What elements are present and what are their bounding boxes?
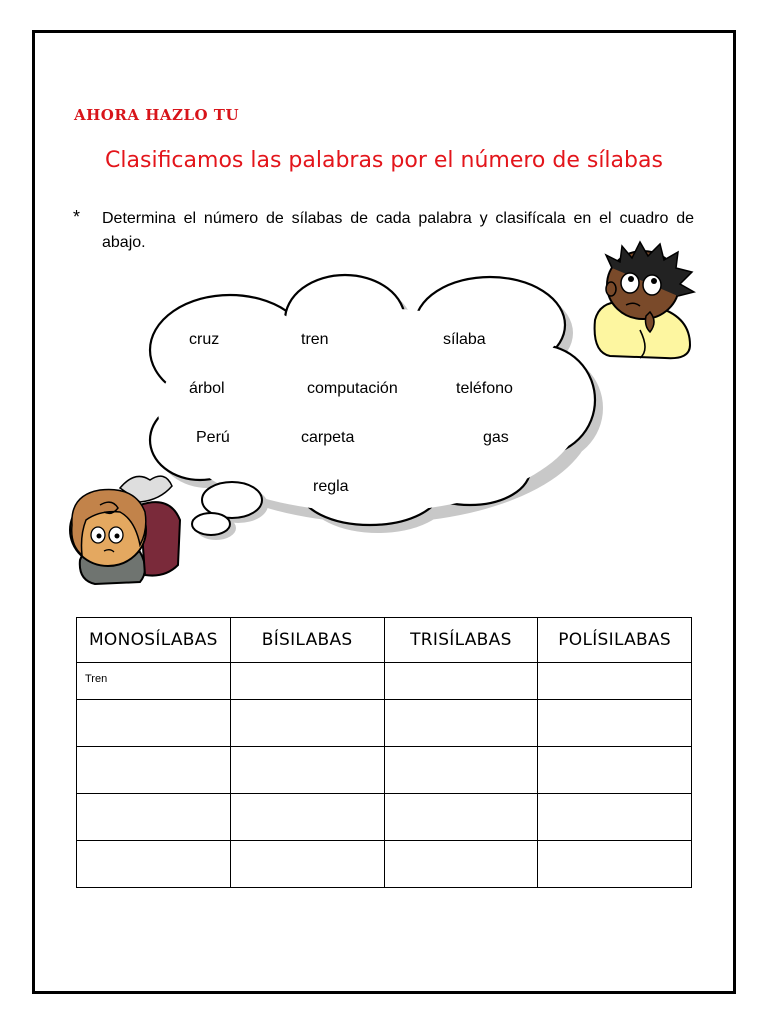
table-cell[interactable] <box>384 841 538 888</box>
cloud-word: teléfono <box>456 380 513 397</box>
cell-text <box>77 841 230 851</box>
table-row <box>77 663 692 700</box>
table-row <box>77 841 692 888</box>
cell-text <box>385 700 538 710</box>
cell-text <box>385 794 538 804</box>
table-cell[interactable] <box>538 794 692 841</box>
table-cell[interactable] <box>538 841 692 888</box>
column-header: MONOSÍLABAS <box>77 618 231 663</box>
cloud-word: tren <box>301 331 329 348</box>
cloud-word: carpeta <box>301 429 355 446</box>
cell-text <box>538 794 691 804</box>
cell-text <box>538 700 691 710</box>
cell-text <box>538 747 691 757</box>
cloud-word: gas <box>483 429 509 446</box>
cell-text <box>385 841 538 851</box>
cloud-word: sílaba <box>443 331 486 348</box>
cloud-word: Perú <box>196 429 230 446</box>
cell-text <box>231 794 384 804</box>
cell-text <box>385 747 538 757</box>
cell-text <box>231 841 384 851</box>
table-row <box>77 700 692 747</box>
column-header: POLÍSILABAS <box>538 618 692 663</box>
table-cell[interactable] <box>230 841 384 888</box>
table-cell[interactable] <box>538 747 692 794</box>
table-cell[interactable] <box>230 663 384 700</box>
cell-text <box>77 747 230 757</box>
cell-text <box>538 663 691 673</box>
table-cell[interactable] <box>77 794 231 841</box>
instruction-text: Determina el número de sílabas de cada palabra y clasifícala en el cuadro de abajo. <box>102 210 694 251</box>
thinking-girl-icon <box>70 476 180 584</box>
table-cell[interactable] <box>384 700 538 747</box>
cloud-word: árbol <box>189 380 225 397</box>
table-cell[interactable] <box>230 794 384 841</box>
thinking-boy-icon <box>595 242 694 358</box>
cell-text <box>231 700 384 710</box>
cell-text <box>77 794 230 804</box>
table-cell[interactable] <box>77 747 231 794</box>
table-cell[interactable] <box>230 747 384 794</box>
table-cell[interactable] <box>230 700 384 747</box>
cloud-word: regla <box>313 478 349 495</box>
cell-text <box>538 841 691 851</box>
thought-cloud-icon <box>150 275 603 540</box>
cloud-word: computación <box>307 380 398 397</box>
table-row <box>77 794 692 841</box>
cell-text <box>231 747 384 757</box>
section-kicker: AHORA HAZLO TU <box>74 106 240 124</box>
table-cell[interactable] <box>384 794 538 841</box>
instruction-bullet: * <box>73 207 81 227</box>
column-header: BÍSILABAS <box>230 618 384 663</box>
column-header: TRISÍLABAS <box>384 618 538 663</box>
table-cell[interactable] <box>384 663 538 700</box>
table-row <box>77 747 692 794</box>
table-cell[interactable] <box>77 700 231 747</box>
table-cell[interactable] <box>384 747 538 794</box>
cell-text <box>77 700 230 710</box>
table-cell[interactable] <box>77 663 231 700</box>
cell-text: Tren <box>85 673 108 685</box>
syllable-table <box>76 617 692 888</box>
table-cell[interactable] <box>538 700 692 747</box>
page-title: Clasificamos las palabras por el número de sílabas <box>105 148 663 173</box>
table-header-row <box>77 618 692 663</box>
cell-text <box>231 663 384 673</box>
cloud-word: cruz <box>189 331 220 348</box>
table-cell[interactable] <box>77 841 231 888</box>
table-cell[interactable] <box>538 663 692 700</box>
cell-text <box>385 663 538 673</box>
